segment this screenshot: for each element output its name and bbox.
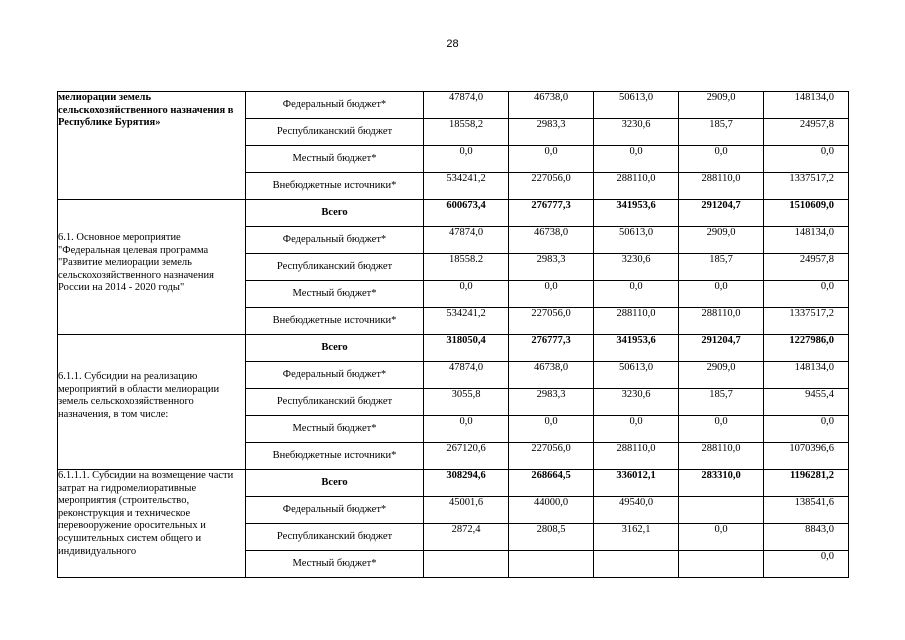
value-cell: 138541,6: [764, 497, 849, 524]
value-cell: 148134,0: [764, 227, 849, 254]
value-cell: 50613,0: [594, 92, 679, 119]
value-cell: 18558,2: [424, 119, 509, 146]
value-cell: 288110,0: [679, 173, 764, 200]
value-cell: 0,0: [594, 146, 679, 173]
value-cell: 0,0: [509, 281, 594, 308]
value-cell: 0,0: [594, 281, 679, 308]
table-row: [58, 92, 849, 119]
funding-source: Внебюджетные источники*: [246, 173, 424, 200]
funding-source: Федеральный бюджет*: [246, 362, 424, 389]
value-cell: 8843,0: [764, 524, 849, 551]
value-cell: [679, 497, 764, 524]
program-name: 6.1. Основное мероприятие "Федеральная целевая программа "Развитие мелиорации земель сельскохозяйственного назначения России на 2014 - 2020 годы": [58, 232, 214, 294]
value-cell: 341953,6: [594, 200, 679, 227]
value-cell: 49540,0: [594, 497, 679, 524]
funding-source: Всего: [246, 335, 424, 362]
funding-source: Республиканский бюджет: [246, 254, 424, 281]
value-cell: [509, 551, 594, 578]
funding-source: Местный бюджет*: [246, 281, 424, 308]
value-cell: 0,0: [679, 281, 764, 308]
value-cell: 267120,6: [424, 443, 509, 470]
value-cell: 3230,6: [594, 254, 679, 281]
value-cell: 148134,0: [764, 362, 849, 389]
program-cell: [58, 200, 246, 335]
value-cell: 227056,0: [509, 443, 594, 470]
value-cell: 1337517,2: [764, 308, 849, 335]
value-cell: 1510609,0: [764, 200, 849, 227]
table-row-total: [58, 470, 849, 497]
value-cell: 288110,0: [594, 443, 679, 470]
value-cell: 2808,5: [509, 524, 594, 551]
table-row-total: [58, 335, 849, 362]
value-cell: 185,7: [679, 119, 764, 146]
value-cell: 148134,0: [764, 92, 849, 119]
value-cell: 2909,0: [679, 227, 764, 254]
value-cell: 0,0: [424, 416, 509, 443]
value-cell: 3162,1: [594, 524, 679, 551]
value-cell: 227056,0: [509, 173, 594, 200]
funding-source: Федеральный бюджет*: [246, 92, 424, 119]
funding-source: Внебюджетные источники*: [246, 308, 424, 335]
value-cell: 1196281,2: [764, 470, 849, 497]
funding-source: Всего: [246, 470, 424, 497]
value-cell: 291204,7: [679, 200, 764, 227]
value-cell: 3055,8: [424, 389, 509, 416]
value-cell: 227056,0: [509, 308, 594, 335]
value-cell: 47874,0: [424, 362, 509, 389]
value-cell: 9455,4: [764, 389, 849, 416]
funding-source: Местный бюджет*: [246, 146, 424, 173]
value-cell: 534241,2: [424, 308, 509, 335]
value-cell: 47874,0: [424, 92, 509, 119]
value-cell: [679, 551, 764, 578]
value-cell: 0,0: [594, 416, 679, 443]
value-cell: 0,0: [509, 416, 594, 443]
value-cell: 534241,2: [424, 173, 509, 200]
value-cell: 341953,6: [594, 335, 679, 362]
value-cell: 2872,4: [424, 524, 509, 551]
value-cell: 1337517,2: [764, 173, 849, 200]
program-cell: [58, 92, 246, 200]
value-cell: 291204,7: [679, 335, 764, 362]
value-cell: 0,0: [764, 146, 849, 173]
value-cell: 45001,6: [424, 497, 509, 524]
value-cell: 50613,0: [594, 227, 679, 254]
program-name: 6.1.1. Субсидии на реализацию мероприятий в области мелиорации земель сельскохозяйственного назначения, в том числе:: [58, 371, 220, 420]
program-cell: [58, 470, 246, 578]
value-cell: 0,0: [679, 524, 764, 551]
value-cell: 185,7: [679, 254, 764, 281]
value-cell: 1070396,6: [764, 443, 849, 470]
value-cell: 185,7: [679, 389, 764, 416]
value-cell: 2909,0: [679, 92, 764, 119]
value-cell: 46738,0: [509, 362, 594, 389]
value-cell: [594, 551, 679, 578]
value-cell: 24957,8: [764, 254, 849, 281]
funding-source: Внебюджетные источники*: [246, 443, 424, 470]
program-name: 6.1.1.1. Субсидии на возмещение части затрат на гидромелиоративные мероприятия (строительство, реконструкция и техническое перевооружение оросительных и осушительных систем общего и индивидуального: [58, 470, 234, 557]
funding-source: Федеральный бюджет*: [246, 497, 424, 524]
program-cell: [58, 335, 246, 470]
value-cell: 288110,0: [679, 308, 764, 335]
funding-source: Всего: [246, 200, 424, 227]
value-cell: 2983,3: [509, 389, 594, 416]
value-cell: 318050,4: [424, 335, 509, 362]
value-cell: 44000,0: [509, 497, 594, 524]
value-cell: 288110,0: [679, 443, 764, 470]
value-cell: 0,0: [679, 416, 764, 443]
page-number: 28: [446, 38, 459, 50]
value-cell: 3230,6: [594, 389, 679, 416]
value-cell: 46738,0: [509, 92, 594, 119]
value-cell: 2909,0: [679, 362, 764, 389]
funding-source: Местный бюджет*: [246, 551, 424, 578]
value-cell: 0,0: [424, 281, 509, 308]
value-cell: 336012,1: [594, 470, 679, 497]
value-cell: 46738,0: [509, 227, 594, 254]
value-cell: 268664,5: [509, 470, 594, 497]
funding-source: Местный бюджет*: [246, 416, 424, 443]
value-cell: 18558.2: [424, 254, 509, 281]
value-cell: 50613,0: [594, 362, 679, 389]
value-cell: 24957,8: [764, 119, 849, 146]
value-cell: [424, 551, 509, 578]
value-cell: 0,0: [764, 551, 849, 578]
value-cell: 0,0: [764, 281, 849, 308]
value-cell: 283310,0: [679, 470, 764, 497]
value-cell: 308294,6: [424, 470, 509, 497]
value-cell: 276777,3: [509, 335, 594, 362]
value-cell: 0,0: [509, 146, 594, 173]
program-name: мелиорации земель сельскохозяйственного назначения в Республике Бурятия»: [58, 92, 234, 129]
table-row-total: [58, 200, 849, 227]
funding-source: Республиканский бюджет: [246, 389, 424, 416]
funding-source: Федеральный бюджет*: [246, 227, 424, 254]
value-cell: 288110,0: [594, 308, 679, 335]
budget-table: [57, 91, 849, 578]
value-cell: 1227986,0: [764, 335, 849, 362]
funding-source: Республиканский бюджет: [246, 524, 424, 551]
value-cell: 2983,3: [509, 254, 594, 281]
value-cell: 600673,4: [424, 200, 509, 227]
value-cell: 2983,3: [509, 119, 594, 146]
value-cell: 0,0: [764, 416, 849, 443]
value-cell: 276777,3: [509, 200, 594, 227]
value-cell: 0,0: [424, 146, 509, 173]
funding-source: Республиканский бюджет: [246, 119, 424, 146]
budget-table-body: [58, 92, 849, 578]
value-cell: 3230,6: [594, 119, 679, 146]
value-cell: 47874,0: [424, 227, 509, 254]
value-cell: 0,0: [679, 146, 764, 173]
value-cell: 288110,0: [594, 173, 679, 200]
